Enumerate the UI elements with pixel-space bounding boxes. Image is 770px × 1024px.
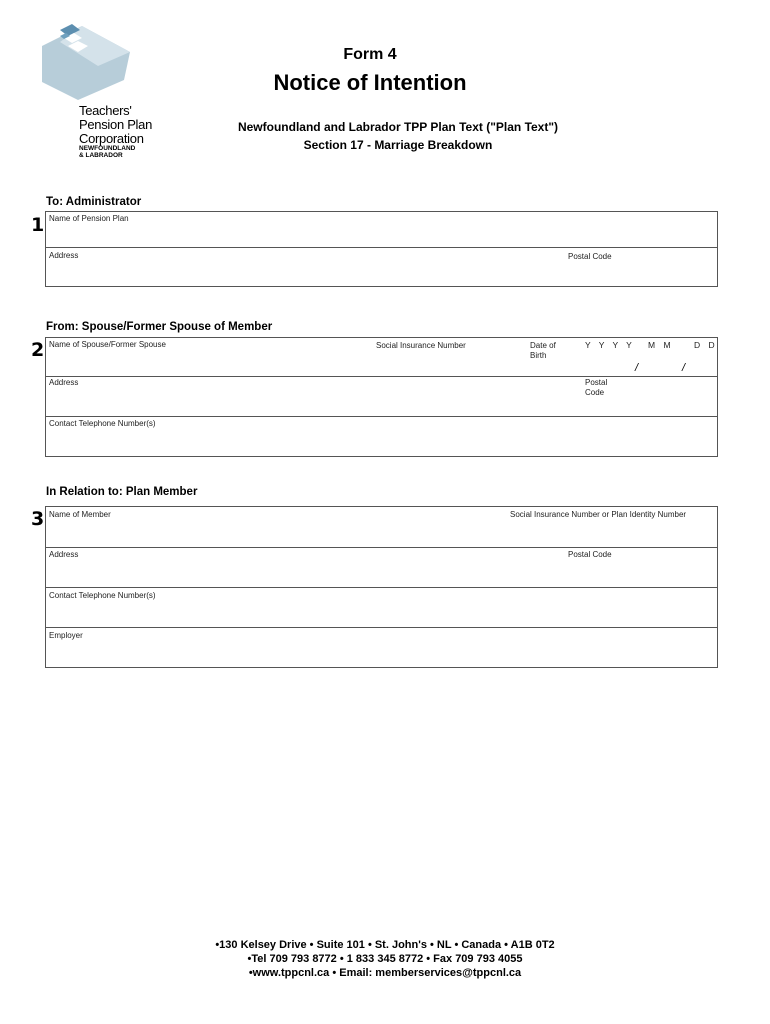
section-2-number: 2: [31, 339, 45, 361]
tppc-logo-icon: [38, 22, 138, 104]
dob-year-field[interactable]: Y Y Y Y: [585, 340, 635, 350]
logo-wordmark: [79, 104, 152, 146]
pension-plan-name-field[interactable]: Name of Pension Plan: [49, 214, 129, 223]
subtitle-line-2: Section 17 - Marriage Breakdown: [303, 138, 493, 152]
section-2-divider-2: [45, 416, 718, 417]
spouse-name-field[interactable]: Name of Spouse/Former Spouse: [49, 340, 166, 349]
logo-province: [79, 145, 135, 159]
dob-day-field[interactable]: D D: [694, 340, 718, 350]
logo-line-2: Pension Plan: [79, 117, 153, 132]
administrator-postal-code-field[interactable]: Postal Code: [568, 252, 612, 261]
section-2-divider-1: [45, 376, 718, 377]
member-postal-code-field[interactable]: Postal Code: [568, 550, 612, 559]
section-2-heading: From: Spouse/Former Spouse of Member: [46, 321, 273, 333]
spouse-dob-label: [530, 341, 556, 361]
dob-slash-2: /: [682, 362, 686, 374]
spouse-address-field[interactable]: Address: [49, 378, 79, 387]
section-1-divider: [45, 247, 718, 248]
footer-contact: [0, 938, 770, 980]
logo-line-1: Teachers': [79, 103, 132, 118]
member-address-field[interactable]: Address: [49, 550, 79, 559]
postal-label-line-1: Postal: [585, 378, 608, 387]
footer-phone: •Tel 709 793 8772 • 1 833 345 8772 • Fax 709 793 4055: [247, 953, 523, 965]
page-title: Notice of Intention: [273, 70, 467, 95]
spouse-postal-code-field[interactable]: [585, 378, 607, 398]
postal-label-line-2: Code: [585, 388, 605, 397]
section-1-number: 1: [31, 214, 45, 236]
member-employer-field[interactable]: Employer: [49, 631, 83, 640]
spouse-sin-field[interactable]: Social Insurance Number: [376, 341, 466, 350]
member-phone-field[interactable]: Contact Telephone Number(s): [49, 591, 156, 600]
spouse-phone-field[interactable]: Contact Telephone Number(s): [49, 419, 156, 428]
dob-label-line-1: Date of: [530, 341, 556, 350]
logo-sub-1: NEWFOUNDLAND: [79, 145, 136, 152]
section-3-divider-1: [45, 547, 718, 548]
logo-line-3: Corporation: [79, 131, 144, 146]
subtitle-line-1: Newfoundland and Labrador TPP Plan Text ("Plan Text"): [237, 120, 559, 134]
member-sin-field[interactable]: Social Insurance Number or Plan Identity Number: [510, 510, 687, 519]
administrator-address-field[interactable]: Address: [49, 251, 79, 260]
dob-label-line-2: Birth: [530, 351, 547, 360]
section-1-box: [45, 211, 718, 287]
form-number: Form 4: [343, 46, 397, 63]
member-name-field[interactable]: Name of Member: [49, 510, 111, 519]
logo-sub-2: & LABRADOR: [79, 152, 123, 159]
footer-web: •www.tppcnl.ca • Email: memberservices@tppcnl.ca: [248, 967, 522, 979]
dob-slash-1: /: [635, 362, 639, 374]
page-subtitle: [180, 118, 616, 154]
section-3-number: 3: [31, 508, 45, 530]
section-3-divider-2: [45, 587, 718, 588]
section-3-divider-3: [45, 627, 718, 628]
section-2-box: [45, 337, 718, 457]
dob-month-field[interactable]: M M: [648, 340, 674, 350]
section-1-heading: To: Administrator: [46, 196, 142, 208]
footer-address: •130 Kelsey Drive • Suite 101 • St. John's • NL • Canada • A1B 0T2: [215, 939, 555, 951]
section-3-heading: In Relation to: Plan Member: [46, 486, 198, 498]
